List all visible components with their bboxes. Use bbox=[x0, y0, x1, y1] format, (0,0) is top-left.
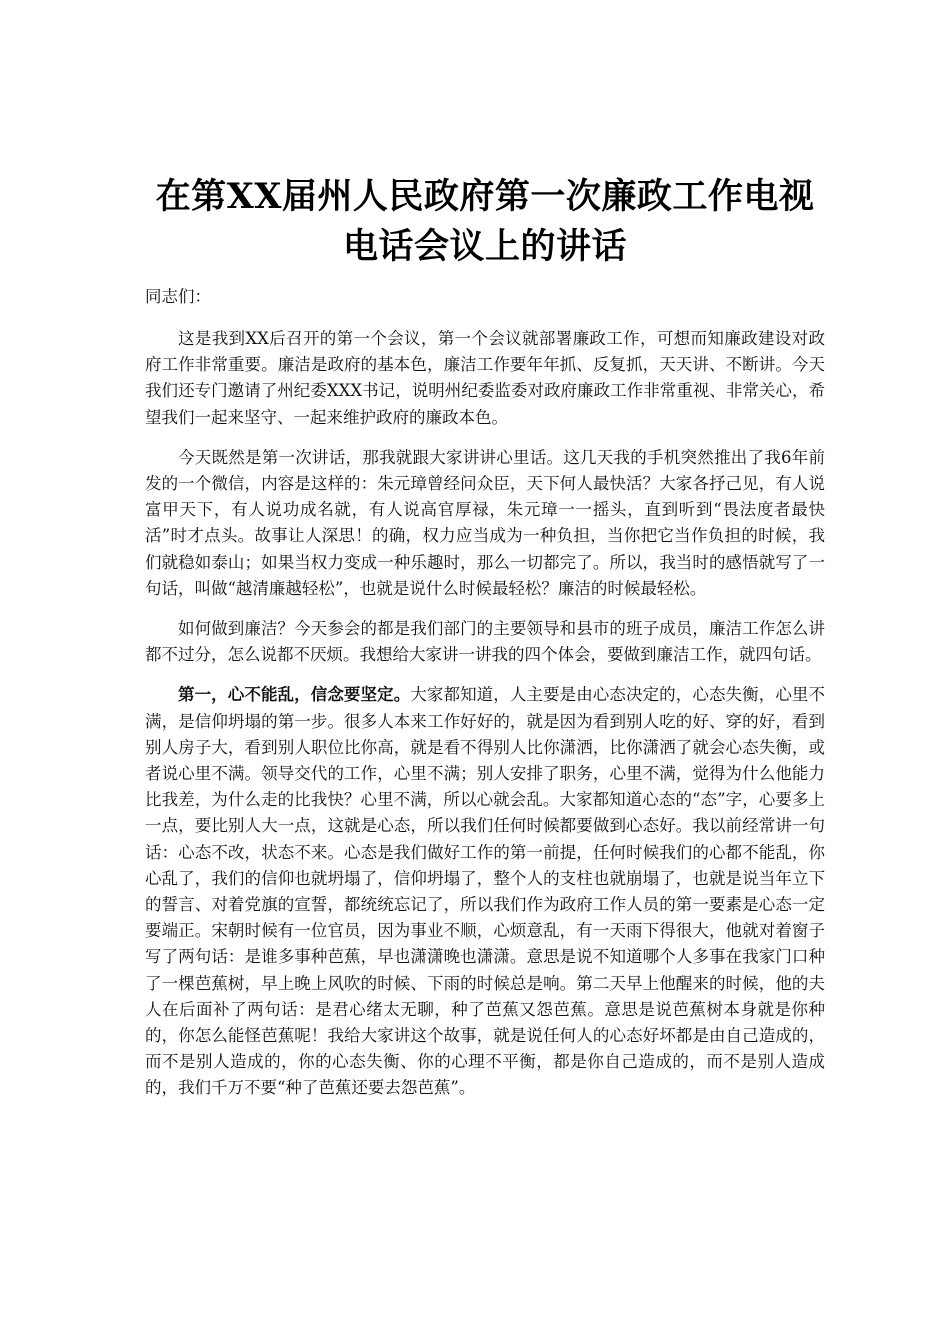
body-paragraph-1 bbox=[145, 326, 825, 431]
paragraph-1-text: 这是我到XX后召开的第一个会议，第一个会议就部署廉政工作，可想而知廉政建设对政府工作非常重要。廉洁是政府的基本色，廉洁工作要年年抓、反复抓，天天讲、不断讲。今天我们还专门邀请了州纪委XXX书记，说明州纪委监委对政府廉政工作非常重视、非常关心，希望我们一起来坚守、一起来维护政府的廉政本色。 bbox=[145, 329, 825, 427]
salutation: 同志们： bbox=[145, 287, 211, 306]
paragraph-4-text: 大家都知道，人主要是由心态决定的，心态失衡，心里不满，是信仰坍塌的第一步。很多人本来工作好好的，就是因为看到别人吃的好、穿的好，看到别人房子大，看到别人职位比你高，就是看不得别人比你潇洒，比你潇洒了就会心态失衡，或者说心里不满。领导交代的工作，心里不满；别人安排了职务，心里不满，觉得为什么他能力比我差，为什么走的比我快？心里不满，所以心就会乱。大家都知道心态的“态”字，心要多上一点，要比别人大一点，这就是心态，所以我们任何时候都要做到心态好。我以前经常讲一句话：心态不改，状态不来。心态是我们做好工作的第一前提，任何时候我们的心都不能乱，你心乱了，我们的信仰也就坍塌了，信仰坍塌了，整个人的支柱也就崩塌了，也就是说当年立下的誓言、对着党旗的宣誓，都统统忘记了，所以我们作为政府工作人员的第一要素是心态一定要端正。宋朝时候有一位官员，因为事业不顺，心烦意乱，有一天雨下得很大，他就对着窗子写了两句话：是谁多事种芭蕉，早也潇潇晚也潇潇。意思是说不知道哪个人多事在我家门口种了一棵芭蕉树，早上晚上风吹的时候、下雨的时候总是响。第二天早上他醒来的时候，他的夫人在后面补了两句话：是君心绪太无聊，种了芭蕉又怨芭蕉。意思是说芭蕉树本身就是你种的，你怎么能怪芭蕉呢！我给大家讲这个故事，就是说任何人的心态好坏都是由自己造成的，而不是别人造成的，你的心态失衡、你的心理不平衡，都是你自己造成的，而不是别人造成的，我们千万不要“种了芭蕉还要去怨芭蕉”。 bbox=[145, 685, 826, 1098]
body-paragraph-2 bbox=[145, 445, 825, 602]
title-line-2: 电话会议上的讲话 bbox=[342, 226, 627, 267]
paragraph-4-lead: 第一，心不能乱，信念要坚定。 bbox=[178, 685, 411, 705]
document-title bbox=[145, 172, 825, 272]
document-page bbox=[145, 172, 825, 1102]
title-line-1: 在第XX届州人民政府第一次廉政工作电视 bbox=[155, 176, 815, 217]
paragraph-3-text: 如何做到廉洁？今天参会的都是我们部门的主要领导和县市的班子成员，廉洁工作怎么讲都不过分，怎么说都不厌烦。我想给大家讲一讲我的四个体会，要做到廉洁工作，就四句话。 bbox=[145, 619, 825, 665]
body-paragraph-4 bbox=[145, 682, 825, 1101]
body-paragraph-3 bbox=[145, 616, 825, 668]
paragraph-2-text: 今天既然是第一次讲话，那我就跟大家讲讲心里话。这几天我的手机突然推出了我6年前发的一个微信，内容是这样的：朱元璋曾经问众臣，天下何人最快活？大家各抒己见，有人说富甲天下，有人说功成名就，有人说高官厚禄，朱元璋一一摇头，直到听到“畏法度者最快活”时才点头。故事让人深思！的确，权力应当成为一种负担，当你把它当作负担的时候，我们就稳如泰山；如果当权力变成一种乐趣时，那么一切都完了。所以，我当时的感悟就写了一句话，叫做“越清廉越轻松”，也就是说什么时候最轻松？廉洁的时候最轻松。 bbox=[145, 447, 825, 598]
